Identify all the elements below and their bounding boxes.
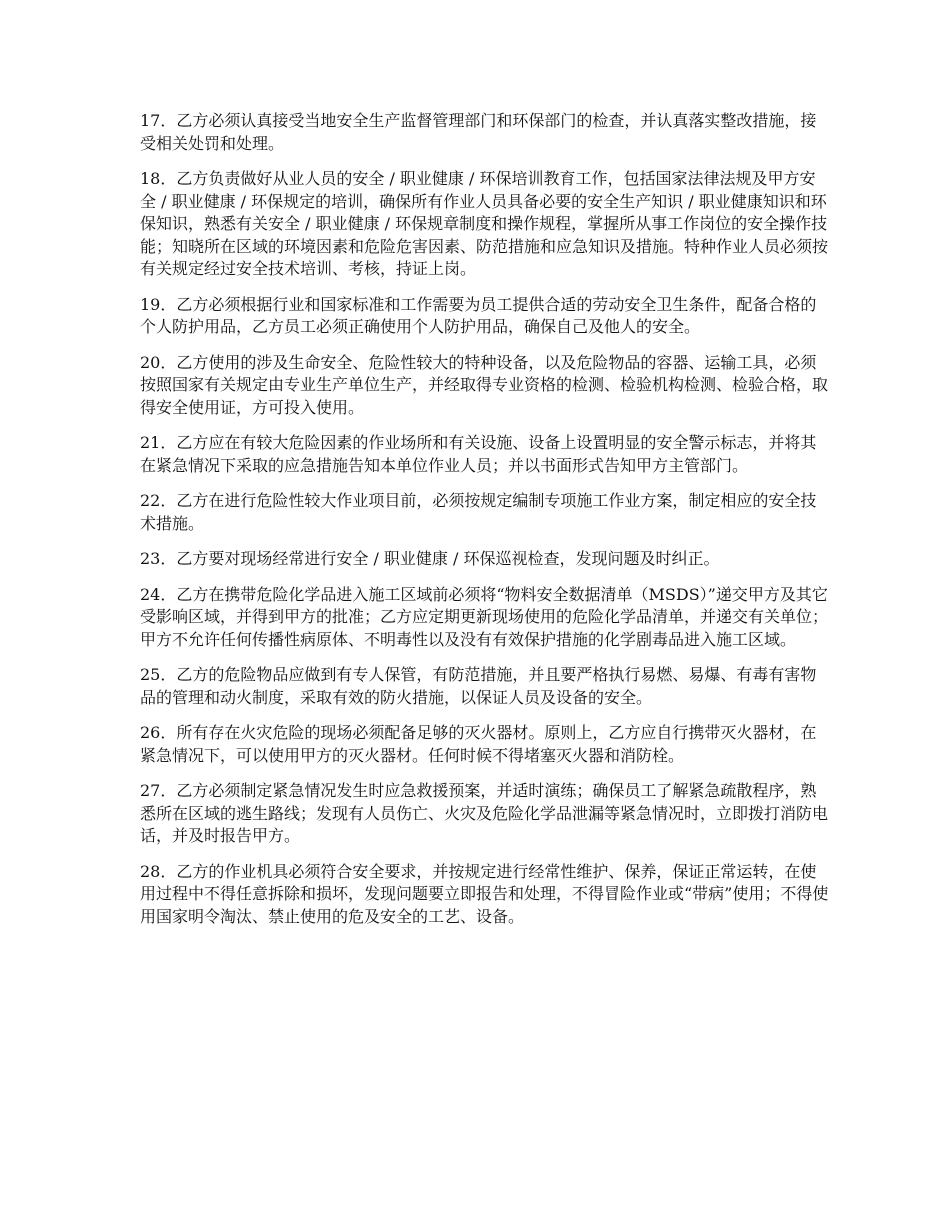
clause-23: 23．乙方要对现场经常进行安全 / 职业健康 / 环保巡视检查，发现问题及时纠正。: [140, 549, 720, 568]
clause-20: 20．乙方使用的涉及生命安全、危险性较大的特种设备，以及危险物品的容器、运输工具，必须按照国家有关规定由专业生产单位生产，并经取得专业资格的检测、检验机构检测、检验合格，取得安全使用证，方可投入使用。: [140, 352, 829, 417]
clause-22: 22．乙方在进行危险性较大作业项目前，必须按规定编制专项施工作业方案，制定相应的安全技术措施。: [140, 491, 817, 533]
clause-19: 19．乙方必须根据行业和国家标准和工作需要为员工提供合适的劳动安全卫生条件，配备合格的个人防护用品，乙方员工必须正确使用个人防护用品，确保自己及他人的安全。: [140, 294, 817, 336]
clause-18: 18．乙方负责做好从业人员的安全 / 职业健康 / 环保培训教育工作，包括国家法律法规及甲方安全 / 职业健康 / 环保规定的培训，确保所有作业人员具备必要的安全生产知识 / 职业健康知识和环保知识，熟悉有关安全 / 职业健康 / 环保规章制度和操作规程，掌握所从事工作岗位的安全操作技能；知晓所在区域的环境因素和危险危害因素、防范措施和应急知识及措施。特种作业人员必须按有关规定经过安全技术培训、考核，持证上岗。: [140, 169, 829, 278]
clause-25: 25．乙方的危险物品应做到有专人保管，有防范措施，并且要严格执行易燃、易爆、有毒有害物品的管理和动火制度，采取有效的防火措施，以保证人员及设备的安全。: [140, 665, 817, 707]
clause-21: 21．乙方应在有较大危险因素的作业场所和有关设施、设备上设置明显的安全警示标志，并将其在紧急情况下采取的应急措施告知本单位作业人员；并以书面形式告知甲方主管部门。: [140, 433, 817, 475]
clause-26: 26．所有存在火灾危险的现场必须配备足够的灭火器材。原则上，乙方应自行携带灭火器材，在紧急情况下，可以使用甲方的灭火器材。任何时候不得堵塞灭火器和消防栓。: [140, 723, 817, 765]
clause-24: 24．乙方在携带危险化学品进入施工区域前必须将“物料安全数据清单（MSDS）”递交甲方及其它受影响区域，并得到甲方的批准；乙方应定期更新现场使用的危险化学品清单，并递交有关单位；甲方不允许任何传播性病原体、不明毒性以及没有有效保护措施的化学剧毒品进入施工区域。: [140, 584, 829, 649]
clause-27: 27．乙方必须制定紧急情况发生时应急救援预案，并适时演练；确保员工了解紧急疏散程序，熟悉所在区域的逃生路线；发现有人员伤亡、火灾及危险化学品泄漏等紧急情况时，立即拨打消防电话，并及时报告甲方。: [140, 781, 829, 845]
clause-17: 17．乙方必须认真接受当地安全生产监督管理部门和环保部门的检查，并认真落实整改措施，接受相关处罚和处理。: [140, 111, 817, 153]
document-body: [140, 110, 830, 941]
clause-28: 28．乙方的作业机具必须符合安全要求，并按规定进行经常性维护、保养，保证正常运转，在使用过程中不得任意拆除和损坏，发现问题要立即报告和处理，不得冒险作业或“带病”使用；不得使用国家明令淘汰、禁止使用的危及安全的工艺、设备。: [140, 861, 829, 926]
